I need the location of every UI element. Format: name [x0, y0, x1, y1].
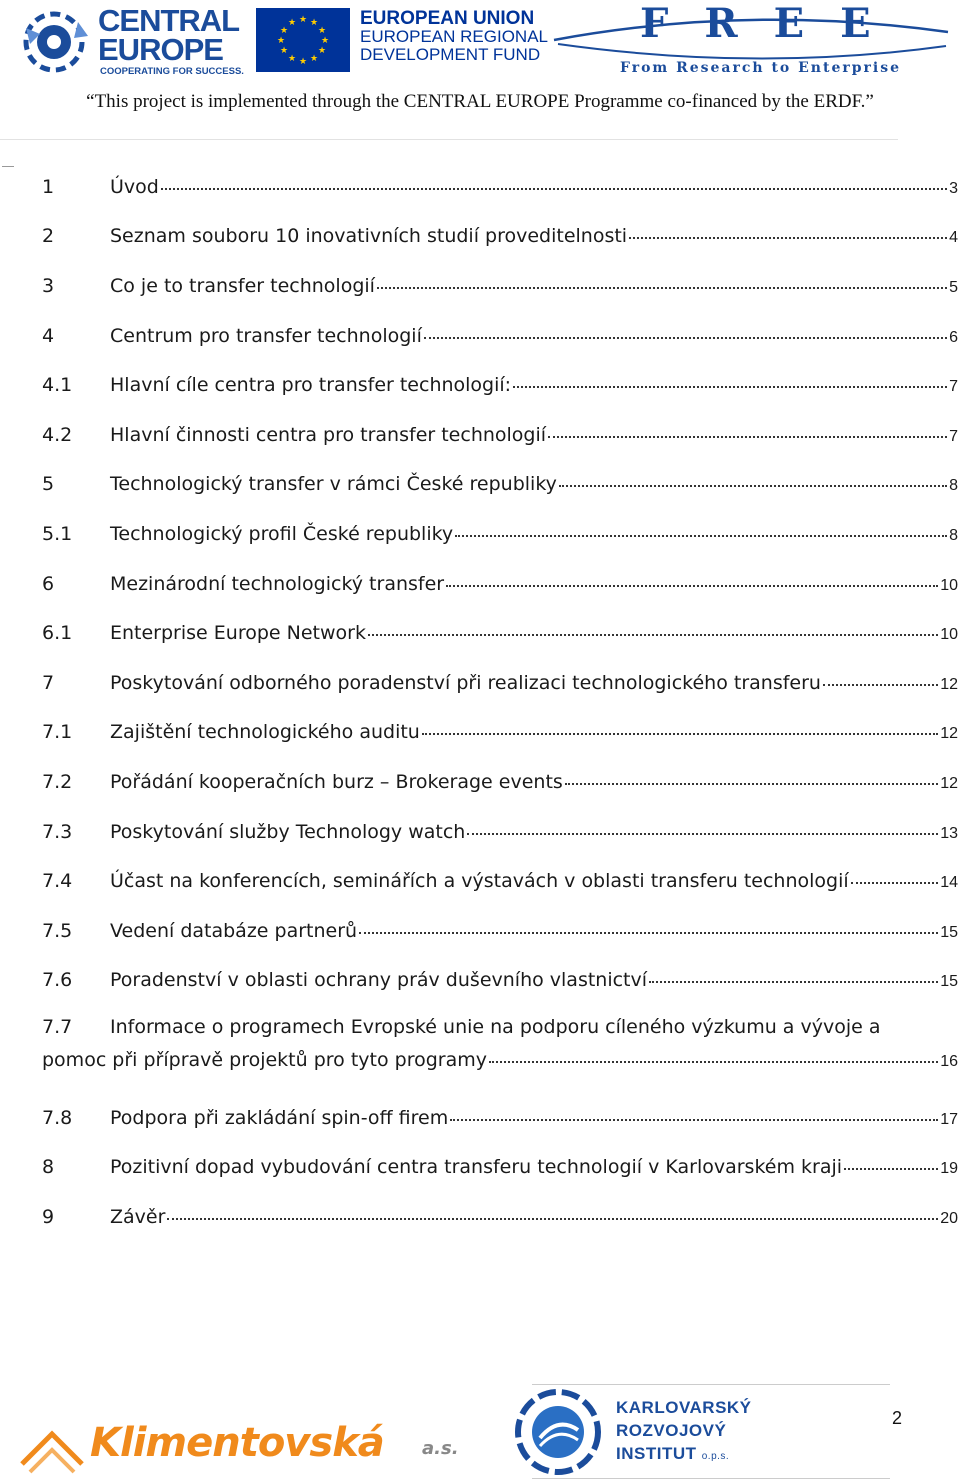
- toc-number: 4.1: [42, 374, 73, 397]
- free-tagline: From Research to Enterprise: [620, 60, 902, 76]
- toc-page: 15: [940, 973, 958, 991]
- toc-entry[interactable]: [42, 162, 958, 212]
- toc-leader: [851, 882, 939, 884]
- toc-page: 12: [940, 725, 958, 743]
- toc-entry[interactable]: [42, 559, 958, 609]
- toc-title: Mezinárodní technologický transfer: [110, 572, 445, 595]
- toc-entry[interactable]: [42, 807, 958, 857]
- central-europe-line1: CENTRAL: [98, 3, 240, 38]
- svg-text:★: ★: [309, 18, 319, 28]
- toc-page: 4: [949, 229, 958, 247]
- toc-number: 7.6: [42, 969, 73, 992]
- toc-number: 5: [42, 473, 55, 496]
- kri-line1: KARLOVARSKÝ: [616, 1398, 752, 1417]
- kri-top-rule: [532, 1384, 890, 1385]
- table-of-contents: [42, 162, 958, 1242]
- toc-leader: [167, 1218, 938, 1220]
- toc-number: 5.1: [42, 522, 73, 545]
- toc-entry[interactable]: [42, 608, 958, 658]
- toc-leader: [489, 1061, 938, 1063]
- toc-page: 10: [940, 626, 958, 644]
- klimentovska-suffix: a.s.: [422, 1438, 459, 1459]
- toc-page: 12: [940, 774, 958, 792]
- toc-entry[interactable]: [42, 856, 958, 906]
- toc-title: Poskytování odborného poradenství při realizaci technologického transferu: [110, 671, 821, 694]
- toc-title: Pozitivní dopad vybudování centra transferu technologií v Karlovarském kraji: [110, 1156, 843, 1179]
- toc-entry[interactable]: [42, 360, 958, 410]
- eu-line3: DEVELOPMENT FUND: [360, 45, 541, 64]
- svg-text:★: ★: [287, 18, 297, 28]
- toc-entry[interactable]: [42, 311, 958, 361]
- toc-number: 3: [42, 274, 55, 297]
- toc-entry[interactable]: [42, 410, 958, 460]
- klimentovska-logo: [20, 1420, 470, 1480]
- toc-leader: [368, 634, 938, 636]
- toc-entry[interactable]: [42, 212, 958, 262]
- klimentovska-chevron-icon: [20, 1424, 84, 1476]
- kri-ops: o.p.s.: [701, 1451, 730, 1462]
- toc-entry[interactable]: [42, 509, 958, 559]
- kri-line2: ROZVOJOVÝ: [616, 1421, 727, 1440]
- toc-entry[interactable]: [42, 658, 958, 708]
- eu-text-block: [360, 10, 548, 64]
- toc-number: 7.4: [42, 870, 73, 893]
- toc-entry[interactable]: [42, 460, 958, 510]
- svg-text:★: ★: [279, 46, 289, 56]
- toc-number: 6.1: [42, 622, 73, 645]
- toc-number: 7.8: [42, 1106, 73, 1129]
- svg-text:★: ★: [320, 36, 330, 46]
- kri-emblem-icon: [512, 1386, 604, 1478]
- klimentovska-wordmark: Klimentovská: [90, 1420, 384, 1466]
- toc-leader: [446, 585, 938, 587]
- toc-page: 5: [949, 278, 958, 296]
- svg-text:★: ★: [317, 46, 327, 56]
- toc-number: 7.3: [42, 820, 73, 843]
- toc-entry[interactable]: [42, 757, 958, 807]
- toc-page: 16: [940, 1053, 958, 1071]
- eu-line2: EUROPEAN REGIONAL: [360, 27, 548, 46]
- eu-flag-icon: [256, 8, 350, 72]
- central-europe-line2: EUROPE: [98, 32, 223, 67]
- central-europe-wordmark: [98, 3, 240, 67]
- toc-leader: [377, 287, 947, 289]
- toc-leader: [548, 436, 947, 438]
- toc-number: 4.2: [42, 423, 73, 446]
- toc-leader: [467, 833, 938, 835]
- toc-leader: [455, 535, 947, 537]
- svg-text:★: ★: [279, 26, 289, 36]
- kri-line3: INSTITUT: [616, 1444, 697, 1463]
- toc-title: Centrum pro transfer technologií: [110, 324, 422, 347]
- toc-page: 3: [949, 179, 958, 197]
- svg-text:★: ★: [298, 57, 308, 67]
- toc-title: Vedení databáze partnerů: [110, 919, 358, 942]
- free-letters: FREE: [640, 0, 907, 47]
- toc-title: Seznam souboru 10 inovativních studií proveditelnosti: [110, 225, 628, 248]
- toc-leader: [649, 981, 938, 983]
- toc-leader: [629, 237, 947, 239]
- header-divider: [0, 139, 898, 140]
- svg-text:★: ★: [317, 26, 327, 36]
- toc-title: Zajištění technologického auditu: [110, 721, 420, 744]
- toc-entry[interactable]: [42, 1093, 958, 1143]
- toc-entry[interactable]: [42, 906, 958, 956]
- toc-number: 7: [42, 671, 55, 694]
- toc-page: 7: [949, 427, 958, 445]
- toc-entry[interactable]: [42, 956, 958, 1006]
- toc-page: 8: [949, 526, 958, 544]
- central-europe-slogan: COOPERATING FOR SUCCESS.: [100, 66, 244, 77]
- toc-page: 14: [940, 874, 958, 892]
- toc-page: 7: [949, 378, 958, 396]
- toc-entry[interactable]: [42, 261, 958, 311]
- toc-title: Závěr: [110, 1206, 166, 1229]
- toc-page: 19: [940, 1160, 958, 1178]
- toc-page: 15: [940, 923, 958, 941]
- central-europe-logo: [18, 3, 244, 77]
- toc-page: 12: [940, 675, 958, 693]
- toc-leader: [559, 485, 947, 487]
- kri-logo: [512, 1382, 890, 1482]
- toc-entry[interactable]: [42, 708, 958, 758]
- toc-page: 17: [940, 1110, 958, 1128]
- central-europe-globe-icon: [18, 8, 96, 74]
- toc-leader: [823, 684, 938, 686]
- kri-wordmark: [616, 1396, 752, 1468]
- toc-number: 7.7: [42, 1016, 73, 1039]
- toc-number: 7.1: [42, 721, 73, 744]
- toc-title: Technologický profil České republiky: [110, 522, 454, 545]
- toc-number: 9: [42, 1206, 55, 1229]
- toc-page: 20: [940, 1210, 958, 1228]
- kri-bottom-rule: [532, 1478, 890, 1479]
- toc-number: 2: [42, 225, 55, 248]
- toc-leader: [565, 783, 938, 785]
- toc-page: 8: [949, 477, 958, 495]
- page-number: 2: [892, 1408, 903, 1428]
- svg-text:★: ★: [309, 54, 319, 64]
- toc-title: Úvod: [110, 175, 159, 198]
- toc-entry[interactable]: [42, 1005, 958, 1093]
- toc-number: 1: [42, 175, 55, 198]
- svg-text:★: ★: [287, 54, 297, 64]
- toc-page: 6: [949, 328, 958, 346]
- toc-title: Poradenství v oblasti ochrany práv duševního vlastnictví: [110, 969, 648, 992]
- toc-title: Pořádání kooperačních burz – Brokerage events: [110, 770, 563, 793]
- toc-entry[interactable]: [42, 1143, 958, 1193]
- toc-leader: [424, 337, 947, 339]
- toc-title: Informace o programech Evropské unie na podporu cíleného výzkumu a vývoje a: [110, 1016, 881, 1039]
- toc-page: 13: [940, 824, 958, 842]
- toc-title: Co je to transfer technologií: [110, 274, 375, 297]
- toc-leader: [513, 386, 947, 388]
- page-header: [0, 0, 960, 150]
- toc-page: 10: [940, 576, 958, 594]
- toc-title: Technologický transfer v rámci České republiky: [110, 473, 557, 496]
- toc-title: Účast na konferencích, seminářích a výstavách v oblasti transferu technologií: [110, 870, 849, 893]
- toc-leader: [422, 733, 938, 735]
- toc-title: Hlavní činnosti centra pro transfer technologií: [110, 423, 547, 446]
- svg-text:★: ★: [276, 36, 286, 46]
- toc-number: 7.5: [42, 919, 73, 942]
- toc-title: Enterprise Europe Network: [110, 622, 366, 645]
- toc-leader: [161, 188, 947, 190]
- corner-mark: [2, 166, 14, 167]
- toc-number: 4: [42, 324, 55, 347]
- toc-number: 8: [42, 1156, 55, 1179]
- toc-leader: [359, 932, 938, 934]
- eu-line1: EUROPEAN UNION: [360, 8, 535, 29]
- toc-title: Poskytování služby Technology watch: [110, 820, 466, 843]
- toc-leader: [450, 1119, 938, 1121]
- toc-number: 7.2: [42, 770, 73, 793]
- svg-text:★: ★: [298, 15, 308, 25]
- toc-leader: [844, 1168, 938, 1170]
- toc-title-continued: pomoc při přípravě projektů pro tyto programy: [42, 1049, 487, 1072]
- toc-title: Hlavní cíle centra pro transfer technologií:: [110, 374, 512, 397]
- free-logo: [548, 0, 954, 84]
- programme-disclaimer: “This project is implemented through the CENTRAL EUROPE Programme co-financed by the ERDF.”: [86, 91, 874, 112]
- toc-number: 6: [42, 572, 55, 595]
- toc-title: Podpora při zakládání spin-off firem: [110, 1106, 449, 1129]
- toc-entry[interactable]: [42, 1192, 958, 1242]
- page-footer: [0, 1370, 960, 1484]
